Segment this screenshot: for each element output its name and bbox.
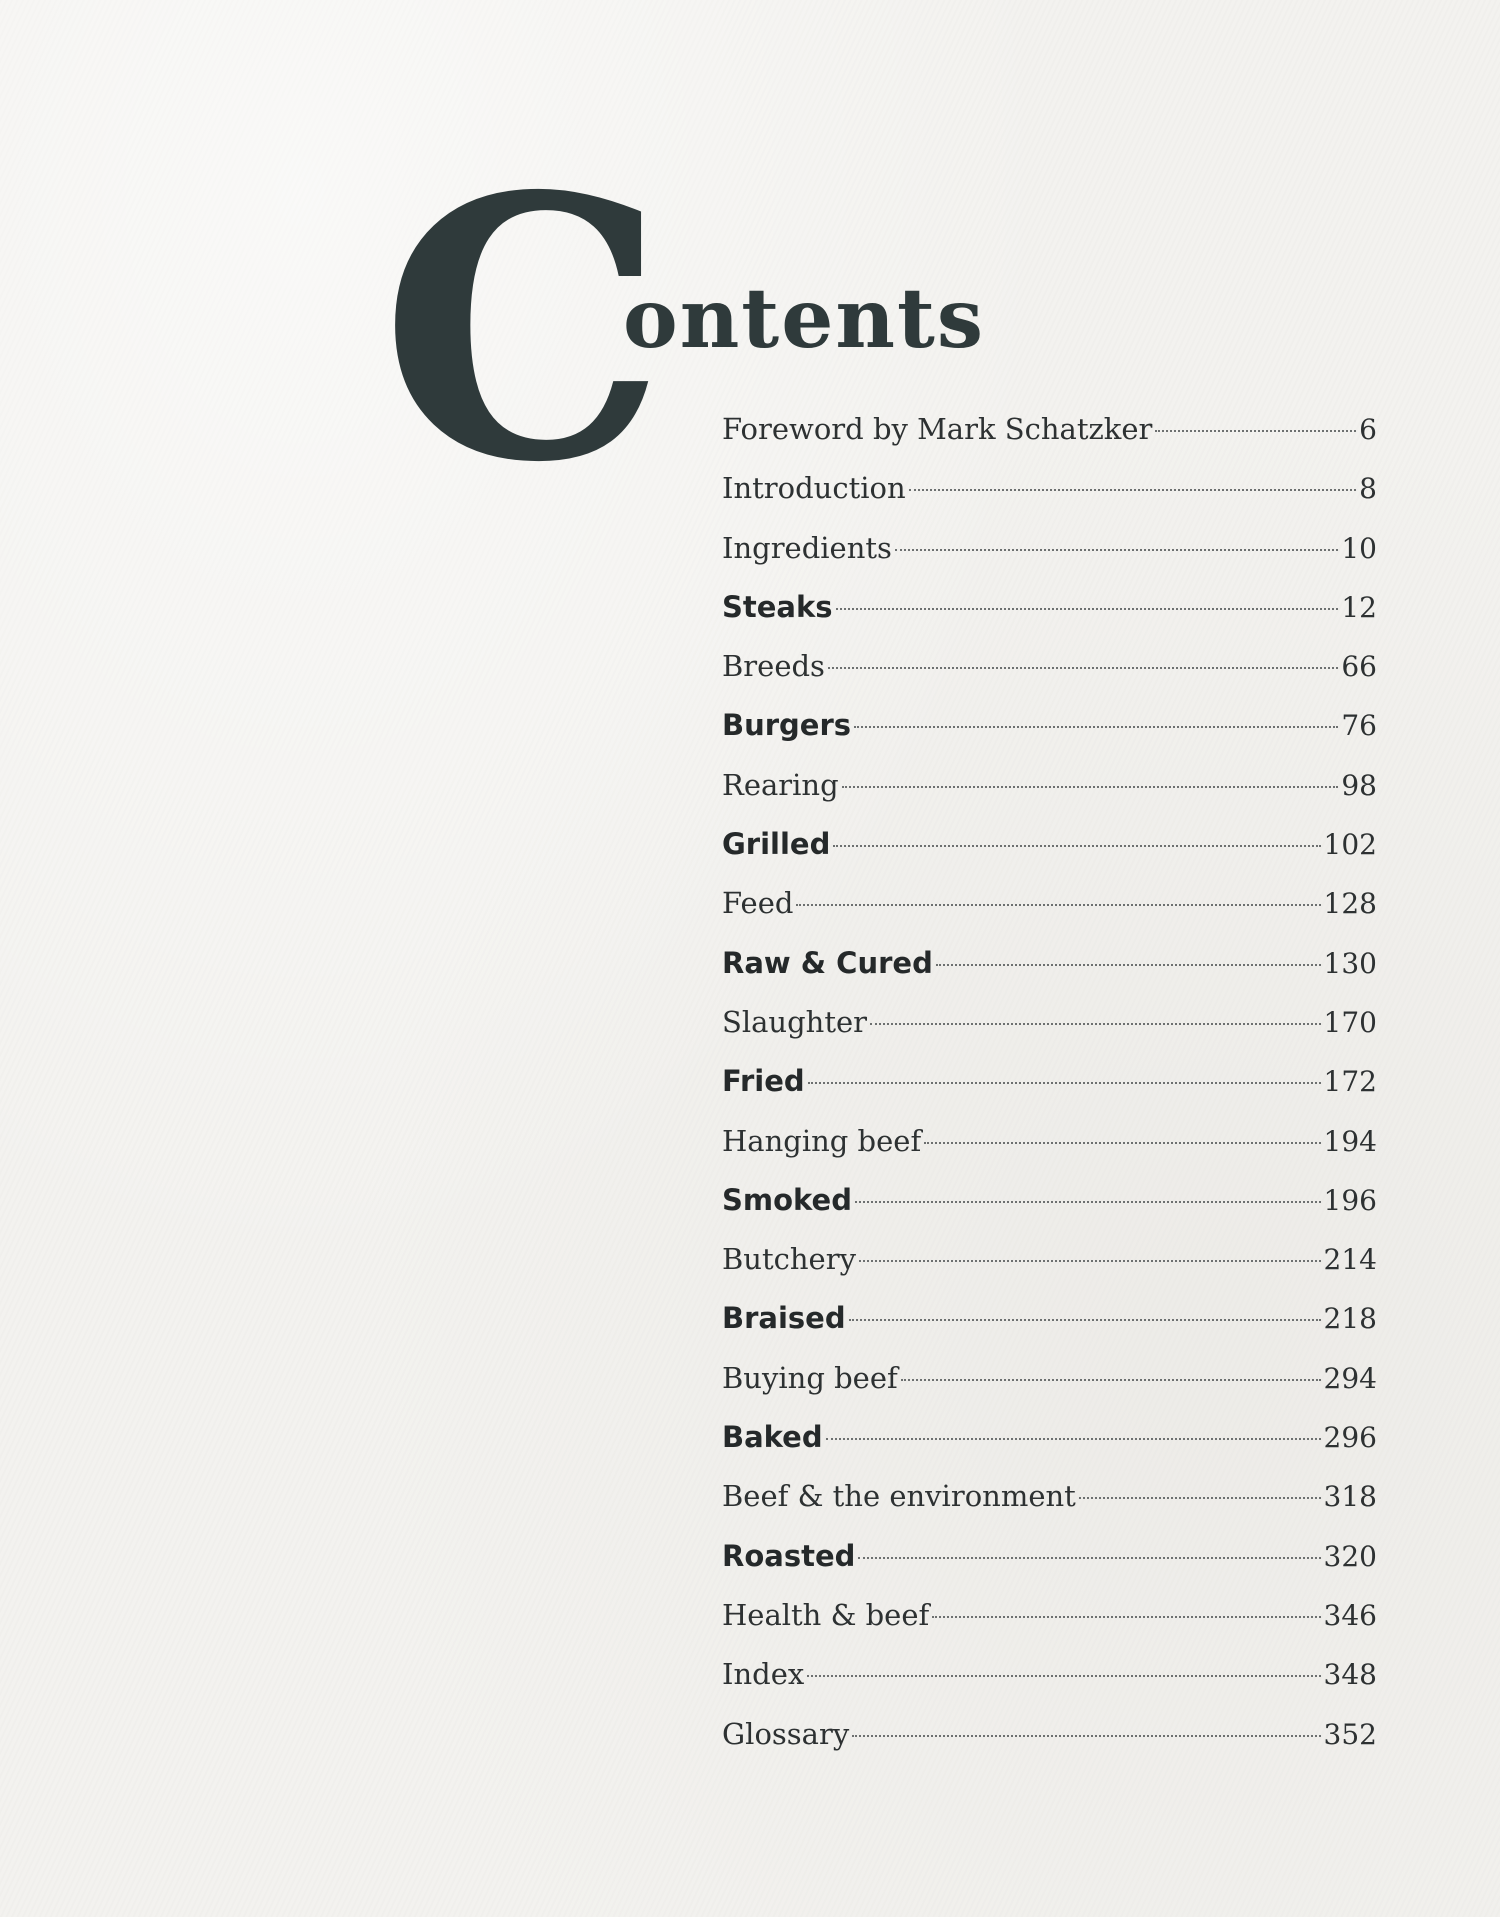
- toc-entry-page: 130: [1323, 946, 1377, 980]
- toc-entry: [722, 1124, 1377, 1183]
- dot-leader: [807, 1675, 1320, 1677]
- toc-entry-label: Glossary: [722, 1716, 850, 1751]
- dot-leader: [826, 1438, 1321, 1440]
- toc-entry: [722, 1539, 1377, 1598]
- toc-entry-page: 98: [1341, 768, 1377, 802]
- title-text: ontents: [623, 271, 986, 367]
- toc-entry-page: 170: [1323, 1005, 1377, 1039]
- toc-entry: [722, 649, 1377, 708]
- dot-leader: [855, 1201, 1321, 1203]
- dot-leader: [858, 1557, 1320, 1559]
- toc-entry: [722, 1005, 1377, 1064]
- toc-entry-label: Health & beef: [722, 1597, 930, 1632]
- toc-entry: [722, 708, 1377, 767]
- toc-entry-page: 102: [1323, 828, 1377, 862]
- toc-entry: [722, 827, 1377, 886]
- toc-entry-page: 348: [1323, 1658, 1377, 1692]
- dot-leader: [909, 489, 1357, 491]
- toc-entry: [722, 590, 1377, 649]
- dot-leader: [859, 1260, 1321, 1262]
- table-of-contents: [722, 412, 1377, 1776]
- toc-entry-label: Ingredients: [722, 530, 892, 565]
- toc-entry-label: Buying beef: [722, 1360, 898, 1395]
- toc-entry-page: 352: [1323, 1717, 1377, 1751]
- dot-leader: [836, 608, 1339, 610]
- toc-entry-label: Steaks: [722, 589, 833, 624]
- toc-entry-page: 8: [1359, 472, 1377, 506]
- toc-entry: [722, 531, 1377, 590]
- toc-entry: [722, 471, 1377, 530]
- toc-entry-page: 76: [1341, 709, 1377, 743]
- toc-entry-label: Beef & the environment: [722, 1479, 1076, 1514]
- toc-entry-label: Butchery: [722, 1242, 856, 1277]
- toc-entry-page: 172: [1323, 1065, 1377, 1099]
- toc-entry: [722, 768, 1377, 827]
- toc-entry-page: 218: [1323, 1302, 1377, 1336]
- toc-entry-page: 320: [1323, 1539, 1377, 1573]
- toc-entry-label: Fried: [722, 1064, 805, 1099]
- toc-entry-label: Rearing: [722, 767, 839, 802]
- toc-entry-page: 196: [1323, 1183, 1377, 1217]
- dot-leader: [796, 904, 1320, 906]
- toc-entry: [722, 1183, 1377, 1242]
- toc-entry-label: Smoked: [722, 1182, 852, 1217]
- toc-entry-page: 10: [1341, 531, 1377, 565]
- dot-leader: [842, 786, 1339, 788]
- toc-entry-label: Raw & Cured: [722, 945, 933, 980]
- toc-entry-page: 296: [1323, 1421, 1377, 1455]
- dot-leader: [936, 964, 1321, 966]
- toc-entry-page: 294: [1323, 1361, 1377, 1395]
- toc-entry-label: Grilled: [722, 827, 831, 862]
- toc-entry-label: Breeds: [722, 649, 825, 684]
- dot-leader: [924, 1142, 1320, 1144]
- dot-leader: [1155, 430, 1356, 432]
- dot-leader: [852, 1735, 1320, 1737]
- dot-leader: [1079, 1497, 1321, 1499]
- toc-entry: [722, 1598, 1377, 1657]
- toc-entry: [722, 1717, 1377, 1776]
- toc-entry-label: Hanging beef: [722, 1123, 922, 1158]
- toc-entry-page: 6: [1359, 413, 1377, 446]
- toc-entry: [722, 1361, 1377, 1420]
- dot-leader: [932, 1616, 1320, 1618]
- toc-entry: [722, 886, 1377, 945]
- toc-entry-page: 214: [1323, 1243, 1377, 1277]
- dot-leader: [833, 845, 1320, 847]
- toc-entry: [722, 412, 1377, 471]
- toc-entry: [722, 1657, 1377, 1716]
- toc-entry-label: Slaughter: [722, 1004, 868, 1039]
- toc-entry-page: 318: [1323, 1480, 1377, 1514]
- toc-entry-label: Feed: [722, 886, 794, 921]
- toc-entry-page: 128: [1323, 887, 1377, 921]
- toc-entry-label: Foreword by Mark Schatzker: [722, 412, 1153, 446]
- dot-leader: [808, 1082, 1321, 1084]
- toc-entry: [722, 1242, 1377, 1301]
- toc-entry: [722, 1420, 1377, 1479]
- toc-entry: [722, 946, 1377, 1005]
- toc-entry-page: 194: [1323, 1124, 1377, 1158]
- toc-entry-label: Roasted: [722, 1538, 856, 1573]
- toc-entry-page: 66: [1341, 650, 1377, 684]
- toc-entry-label: Introduction: [722, 471, 906, 506]
- toc-entry-page: 12: [1341, 590, 1377, 624]
- toc-entry-page: 346: [1323, 1598, 1377, 1632]
- title-drop-cap: C: [380, 118, 667, 541]
- toc-entry: [722, 1301, 1377, 1360]
- dot-leader: [854, 726, 1338, 728]
- toc-entry-label: Braised: [722, 1301, 846, 1336]
- dot-leader: [828, 667, 1338, 669]
- dot-leader: [895, 549, 1338, 551]
- toc-entry-label: Index: [722, 1657, 805, 1692]
- toc-entry: [722, 1479, 1377, 1538]
- dot-leader: [849, 1319, 1321, 1321]
- toc-entry: [722, 1064, 1377, 1123]
- dot-leader: [870, 1023, 1321, 1025]
- dot-leader: [901, 1379, 1321, 1381]
- toc-entry-label: Burgers: [722, 708, 852, 743]
- toc-entry-label: Baked: [722, 1420, 823, 1455]
